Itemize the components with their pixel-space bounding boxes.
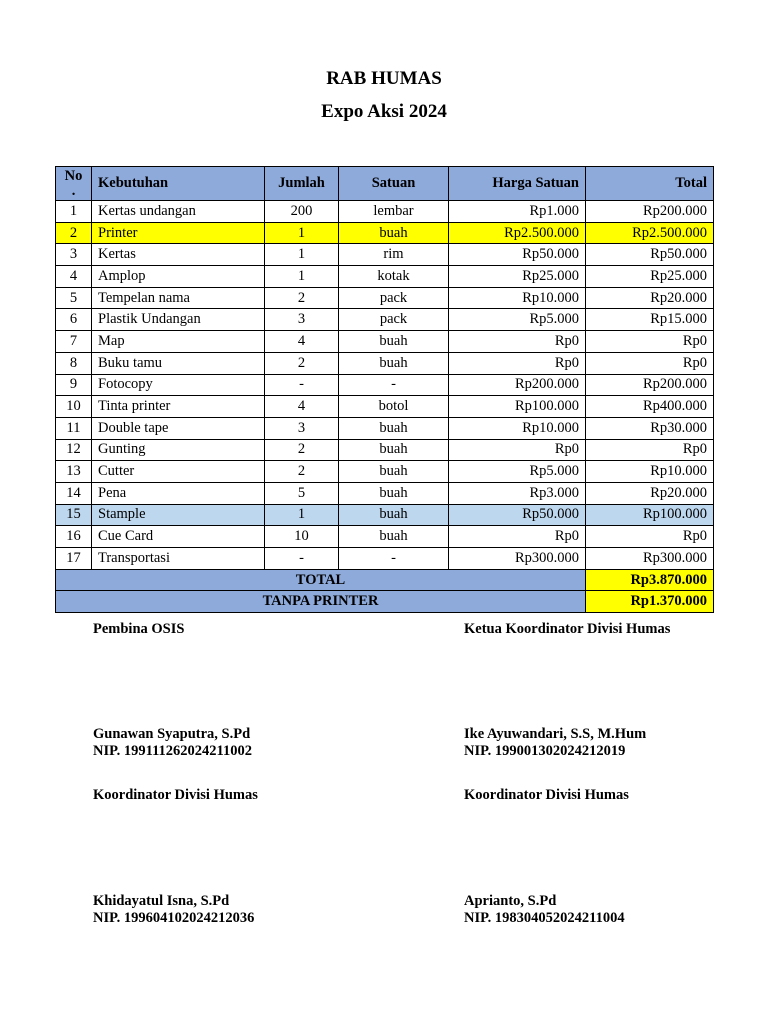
cell-no: 11 xyxy=(56,417,92,439)
cell-harga: Rp100.000 xyxy=(449,396,586,418)
cell-kebutuhan: Gunting xyxy=(92,439,265,461)
cell-jumlah: 5 xyxy=(265,482,339,504)
table-row xyxy=(56,244,714,266)
table-row xyxy=(56,201,714,223)
cell-jumlah: - xyxy=(265,374,339,396)
cell-kebutuhan: Amplop xyxy=(92,266,265,288)
table-row xyxy=(56,482,714,504)
cell-no: 7 xyxy=(56,331,92,353)
cell-harga: Rp5.000 xyxy=(449,309,586,331)
cell-harga: Rp25.000 xyxy=(449,266,586,288)
cell-jumlah: 1 xyxy=(265,222,339,244)
column-header-no-label: No . xyxy=(64,167,83,199)
cell-jumlah: 1 xyxy=(265,266,339,288)
table-row xyxy=(56,309,714,331)
cell-total: Rp100.000 xyxy=(586,504,714,526)
cell-total: Rp15.000 xyxy=(586,309,714,331)
cell-jumlah: 1 xyxy=(265,244,339,266)
cell-no: 4 xyxy=(56,266,92,288)
cell-jumlah: 2 xyxy=(265,461,339,483)
cell-kebutuhan: Transportasi xyxy=(92,548,265,570)
column-header-harga-satuan: Harga Satuan xyxy=(449,167,586,201)
cell-satuan: buah xyxy=(339,352,449,374)
cell-no: 1 xyxy=(56,201,92,223)
signature-ketua-role xyxy=(464,621,670,638)
tanpa-printer-value: Rp1.370.000 xyxy=(586,591,714,613)
cell-no: 8 xyxy=(56,352,92,374)
koord1-role-label: Koordinator Divisi Humas xyxy=(93,787,258,803)
signature-pembina-role xyxy=(93,621,184,638)
ketua-nip: NIP. 199001302024212019 xyxy=(464,743,626,759)
cell-kebutuhan: Printer xyxy=(92,222,265,244)
koord2-role-label: Koordinator Divisi Humas xyxy=(464,787,629,803)
cell-no: 17 xyxy=(56,548,92,570)
cell-satuan: buah xyxy=(339,417,449,439)
cell-satuan: buah xyxy=(339,439,449,461)
cell-satuan: buah xyxy=(339,526,449,548)
cell-jumlah: 3 xyxy=(265,417,339,439)
cell-kebutuhan: Fotocopy xyxy=(92,374,265,396)
cell-jumlah: 200 xyxy=(265,201,339,223)
koord1-nip: NIP. 199604102024212036 xyxy=(93,910,255,926)
column-header-total: Total xyxy=(586,167,714,201)
table-row xyxy=(56,222,714,244)
cell-kebutuhan: Plastik Undangan xyxy=(92,309,265,331)
cell-satuan: buah xyxy=(339,482,449,504)
cell-total: Rp25.000 xyxy=(586,266,714,288)
cell-satuan: botol xyxy=(339,396,449,418)
total-value: Rp3.870.000 xyxy=(586,569,714,591)
koord1-name: Khidayatul Isna, S.Pd xyxy=(93,893,230,909)
signature-koord1-role xyxy=(93,787,258,804)
table-row xyxy=(56,548,714,570)
cell-kebutuhan: Map xyxy=(92,331,265,353)
cell-total: Rp20.000 xyxy=(586,482,714,504)
cell-total: Rp200.000 xyxy=(586,201,714,223)
ketua-role-label: Ketua Koordinator Divisi Humas xyxy=(464,621,671,637)
cell-jumlah: - xyxy=(265,548,339,570)
cell-kebutuhan: Cue Card xyxy=(92,526,265,548)
column-header-satuan: Satuan xyxy=(339,167,449,201)
cell-harga: Rp50.000 xyxy=(449,504,586,526)
cell-satuan: pack xyxy=(339,309,449,331)
signature-koord1-name xyxy=(93,893,254,927)
cell-jumlah: 10 xyxy=(265,526,339,548)
cell-satuan: - xyxy=(339,548,449,570)
cell-no: 3 xyxy=(56,244,92,266)
pembina-name: Gunawan Syaputra, S.Pd xyxy=(93,726,251,742)
column-header-jumlah: Jumlah xyxy=(265,167,339,201)
budget-table xyxy=(55,166,714,613)
cell-jumlah: 1 xyxy=(265,504,339,526)
table-row xyxy=(56,526,714,548)
cell-harga: Rp2.500.000 xyxy=(449,222,586,244)
cell-kebutuhan: Double tape xyxy=(92,417,265,439)
cell-jumlah: 2 xyxy=(265,287,339,309)
cell-total: Rp400.000 xyxy=(586,396,714,418)
cell-no: 10 xyxy=(56,396,92,418)
cell-kebutuhan: Pena xyxy=(92,482,265,504)
cell-total: Rp0 xyxy=(586,331,714,353)
column-header-no xyxy=(56,167,92,201)
document-title: RAB HUMAS xyxy=(326,68,442,89)
total-label: TOTAL xyxy=(56,569,586,591)
cell-total: Rp0 xyxy=(586,526,714,548)
table-row xyxy=(56,331,714,353)
table-row xyxy=(56,374,714,396)
cell-harga: Rp0 xyxy=(449,439,586,461)
cell-satuan: buah xyxy=(339,504,449,526)
cell-no: 15 xyxy=(56,504,92,526)
cell-harga: Rp300.000 xyxy=(449,548,586,570)
cell-no: 2 xyxy=(56,222,92,244)
table-header-row xyxy=(56,167,714,201)
table-row xyxy=(56,266,714,288)
column-header-kebutuhan: Kebutuhan xyxy=(92,167,265,201)
cell-satuan: buah xyxy=(339,461,449,483)
cell-no: 5 xyxy=(56,287,92,309)
cell-no: 6 xyxy=(56,309,92,331)
cell-harga: Rp0 xyxy=(449,352,586,374)
table-row xyxy=(56,396,714,418)
table-row xyxy=(56,461,714,483)
signature-ketua-name xyxy=(464,726,646,760)
cell-satuan: buah xyxy=(339,222,449,244)
table-row xyxy=(56,439,714,461)
cell-satuan: - xyxy=(339,374,449,396)
cell-satuan: kotak xyxy=(339,266,449,288)
cell-harga: Rp10.000 xyxy=(449,417,586,439)
table-row xyxy=(56,352,714,374)
koord2-name: Aprianto, S.Pd xyxy=(464,893,557,909)
tanpa-printer-label: TANPA PRINTER xyxy=(56,591,586,613)
document-subtitle: Expo Aksi 2024 xyxy=(321,101,447,122)
cell-no: 14 xyxy=(56,482,92,504)
table-row xyxy=(56,504,714,526)
signature-pembina-name xyxy=(93,726,252,760)
cell-kebutuhan: Kertas xyxy=(92,244,265,266)
total-row xyxy=(56,569,714,591)
cell-total: Rp0 xyxy=(586,352,714,374)
cell-jumlah: 4 xyxy=(265,396,339,418)
cell-total: Rp30.000 xyxy=(586,417,714,439)
cell-harga: Rp0 xyxy=(449,331,586,353)
cell-jumlah: 2 xyxy=(265,439,339,461)
cell-no: 12 xyxy=(56,439,92,461)
cell-no: 16 xyxy=(56,526,92,548)
cell-kebutuhan: Tinta printer xyxy=(92,396,265,418)
cell-harga: Rp50.000 xyxy=(449,244,586,266)
cell-kebutuhan: Kertas undangan xyxy=(92,201,265,223)
table-row xyxy=(56,287,714,309)
cell-harga: Rp5.000 xyxy=(449,461,586,483)
cell-no: 9 xyxy=(56,374,92,396)
tanpa-printer-row xyxy=(56,591,714,613)
cell-harga: Rp0 xyxy=(449,526,586,548)
pembina-role-label: Pembina OSIS xyxy=(93,621,185,637)
cell-jumlah: 2 xyxy=(265,352,339,374)
cell-total: Rp10.000 xyxy=(586,461,714,483)
cell-harga: Rp1.000 xyxy=(449,201,586,223)
cell-satuan: pack xyxy=(339,287,449,309)
table-row xyxy=(56,417,714,439)
pembina-nip: NIP. 199111262024211002 xyxy=(93,743,252,759)
cell-satuan: rim xyxy=(339,244,449,266)
cell-jumlah: 3 xyxy=(265,309,339,331)
cell-total: Rp200.000 xyxy=(586,374,714,396)
cell-no: 13 xyxy=(56,461,92,483)
signature-koord2-name xyxy=(464,893,625,927)
cell-harga: Rp10.000 xyxy=(449,287,586,309)
cell-kebutuhan: Cutter xyxy=(92,461,265,483)
cell-harga: Rp200.000 xyxy=(449,374,586,396)
cell-kebutuhan: Buku tamu xyxy=(92,352,265,374)
cell-jumlah: 4 xyxy=(265,331,339,353)
koord2-nip: NIP. 198304052024211004 xyxy=(464,910,625,926)
cell-total: Rp20.000 xyxy=(586,287,714,309)
cell-kebutuhan: Stample xyxy=(92,504,265,526)
cell-kebutuhan: Tempelan nama xyxy=(92,287,265,309)
cell-total: Rp2.500.000 xyxy=(586,222,714,244)
cell-total: Rp300.000 xyxy=(586,548,714,570)
cell-total: Rp0 xyxy=(586,439,714,461)
signature-koord2-role xyxy=(464,787,629,804)
cell-total: Rp50.000 xyxy=(586,244,714,266)
ketua-name: Ike Ayuwandari, S.S, M.Hum xyxy=(464,726,647,742)
cell-satuan: buah xyxy=(339,331,449,353)
cell-satuan: lembar xyxy=(339,201,449,223)
cell-harga: Rp3.000 xyxy=(449,482,586,504)
